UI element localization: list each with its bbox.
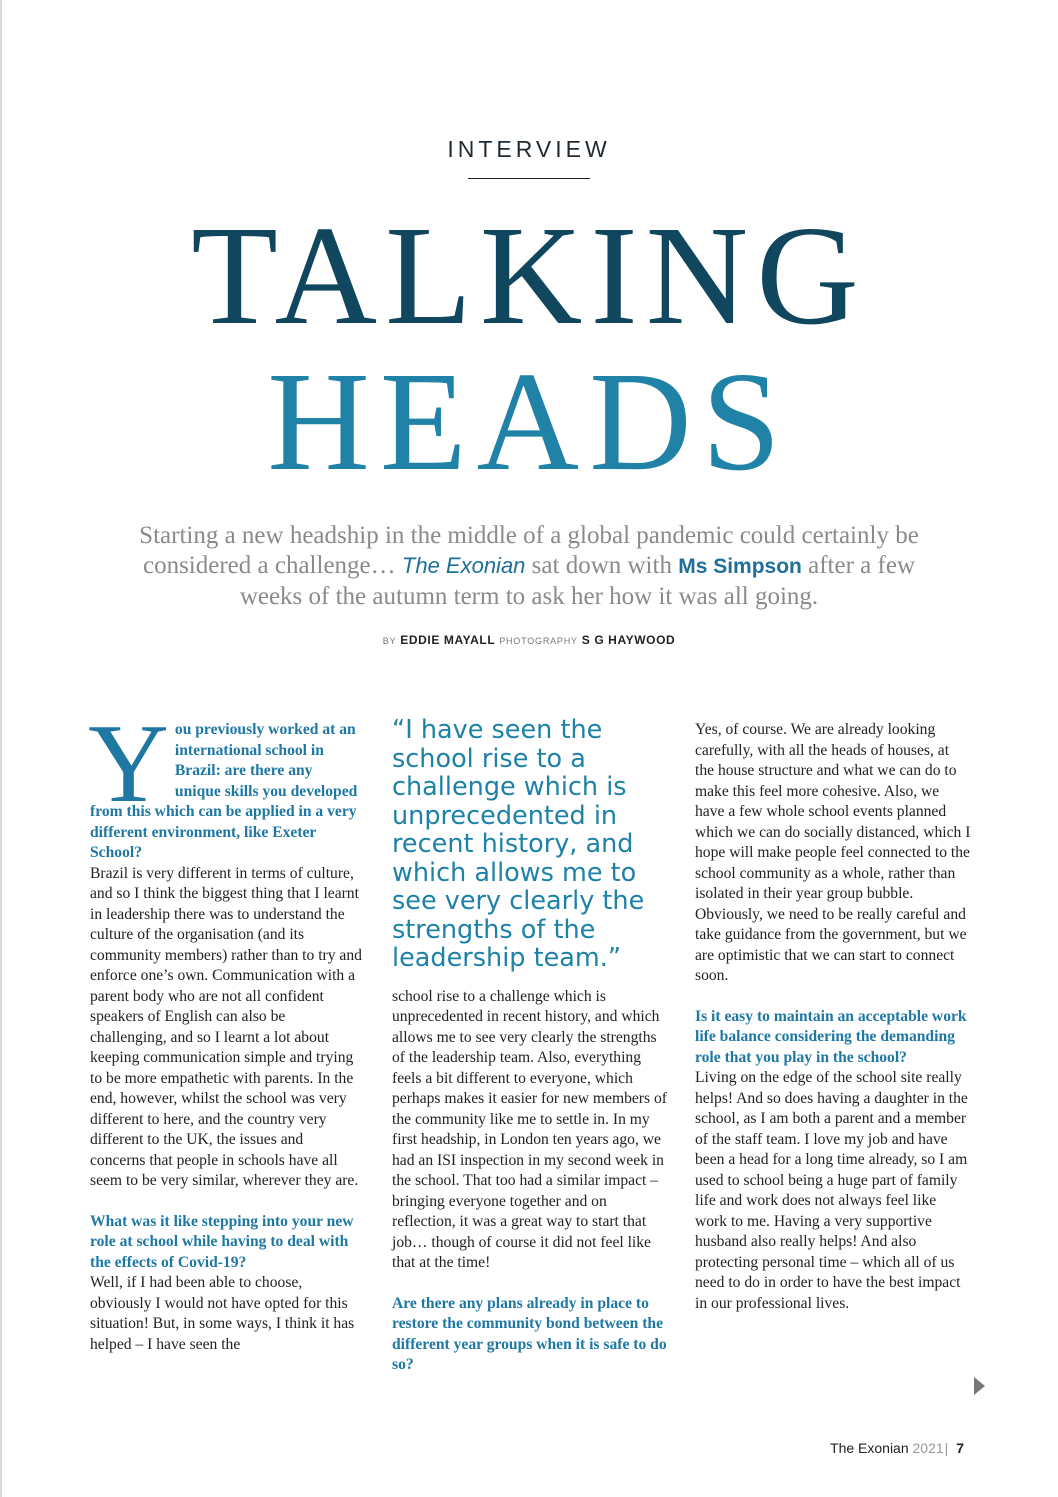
answer-4: Living on the edge of the school site really helps! And so does having a daughter in the school, as I am both a parent and a member of the staff team. I love my job and have been a head for a long time already, so I am used to school being a huge part of family life and work does not always feel like work to me. Having a very supportive husband also really helps! And also protecting personal time – which all of us need to do in order to have the best impact in our professional lives. <box>695 1069 968 1312</box>
article-column-2 <box>392 716 672 1376</box>
question-3: Are there any plans already in place to restore the community bond between the different year groups when it is safe to do so? <box>392 1294 667 1373</box>
byline-author: EDDIE MAYALL <box>400 633 496 647</box>
question-4: Is it easy to maintain an acceptable work life balance considering the demanding role that you play in the school? <box>695 1007 967 1066</box>
page-number: 7 <box>956 1440 964 1456</box>
standfirst-text-2: sat down with <box>525 552 679 579</box>
magazine-name: The Exonian <box>401 553 526 578</box>
headline-line-2: HEADS <box>267 342 791 500</box>
interviewee-name: Ms Simpson <box>678 555 802 578</box>
section-label: INTERVIEW <box>447 136 611 162</box>
byline-by-label: BY <box>382 636 397 646</box>
section-divider <box>468 178 590 179</box>
article-column-3 <box>695 720 971 1314</box>
standfirst-text-3: after a few weeks of the autumn term to ask her how it was all going. <box>239 552 916 610</box>
question-1-text: ou previously worked at an international school in Brazil: are there any unique skills you developed from this which can be applied in a very different environment, like Exeter School? <box>90 721 358 861</box>
footer-publication: The Exonian <box>830 1440 909 1456</box>
byline <box>0 633 1058 647</box>
byline-photographer: S G HAYWOOD <box>581 633 676 647</box>
answer-3: Yes, of course. We are already looking carefully, with all the heads of houses, at the house structure and what we can do to make this feel more cohesive. Also, we have a few whole school events planned which we can do socially distanced, which I hope will make people feel connected to the school community as a whole, rather than isolated in their year group bubble. Obviously, we need to be really careful and take guidance from the government, but we are optimistic that we can start to connect soon. <box>695 721 971 984</box>
footer-separator: | <box>944 1440 949 1456</box>
answer-2-continued: school rise to a challenge which is unprecedented in recent history, and which allows me to see very clearly the strengths of the leadership team. Also, everything feels a bit different to everyone, which perhaps makes it easier for new members of the community like me to settle in. In my first headship, in London ten years ago, we had an ISI inspection in my second week in the school. That too had a similar impact – bringing everyone together and on reflection, it was a great way to start that job… though of course it did not feel like that at the time! <box>392 987 667 1271</box>
headline-line-1: TALKING <box>191 196 867 354</box>
article-column-1 <box>88 702 362 1355</box>
answer-1: Brazil is very different in terms of culture, and so I think the biggest thing that I learnt in leadership there was to understand the culture of the organisation (and its community members) rather than to try and enforce one’s own. Communication with a parent body who are not all confident speakers of English can also be challenging, and so I learnt a lot about keeping communication simple and trying to be more empathetic with parents. In the end, however, whilst the school was very different to here, and the country very different to the UK, the issues and concerns that people in schools have all seem to be very similar, wherever they are. <box>90 864 362 1189</box>
page-footer <box>830 1440 964 1456</box>
drop-cap: Y <box>88 702 169 826</box>
footer-year: 2021 <box>912 1440 944 1456</box>
standfirst <box>110 521 948 612</box>
question-1 <box>88 702 362 864</box>
standfirst-text-1: Starting a new headship in the middle of a global pandemic could certainly be considered a challenge… <box>139 522 919 579</box>
byline-photo-label: PHOTOGRAPHY <box>499 636 578 646</box>
answer-2: Well, if I had been able to choose, obviously I would not have opted for this situation! But, in some ways, I think it has helped – I have seen the <box>90 1274 355 1353</box>
question-2: What was it like stepping into your new role at school while having to deal with the effects of Covid-19? <box>90 1212 354 1271</box>
triangle-right-icon[interactable] <box>974 1377 985 1395</box>
pull-quote: “I have seen the school rise to a challenge which is unprecedented in recent history, and which allows me to see very clearly the strengths of the leadership team.” <box>392 715 645 973</box>
